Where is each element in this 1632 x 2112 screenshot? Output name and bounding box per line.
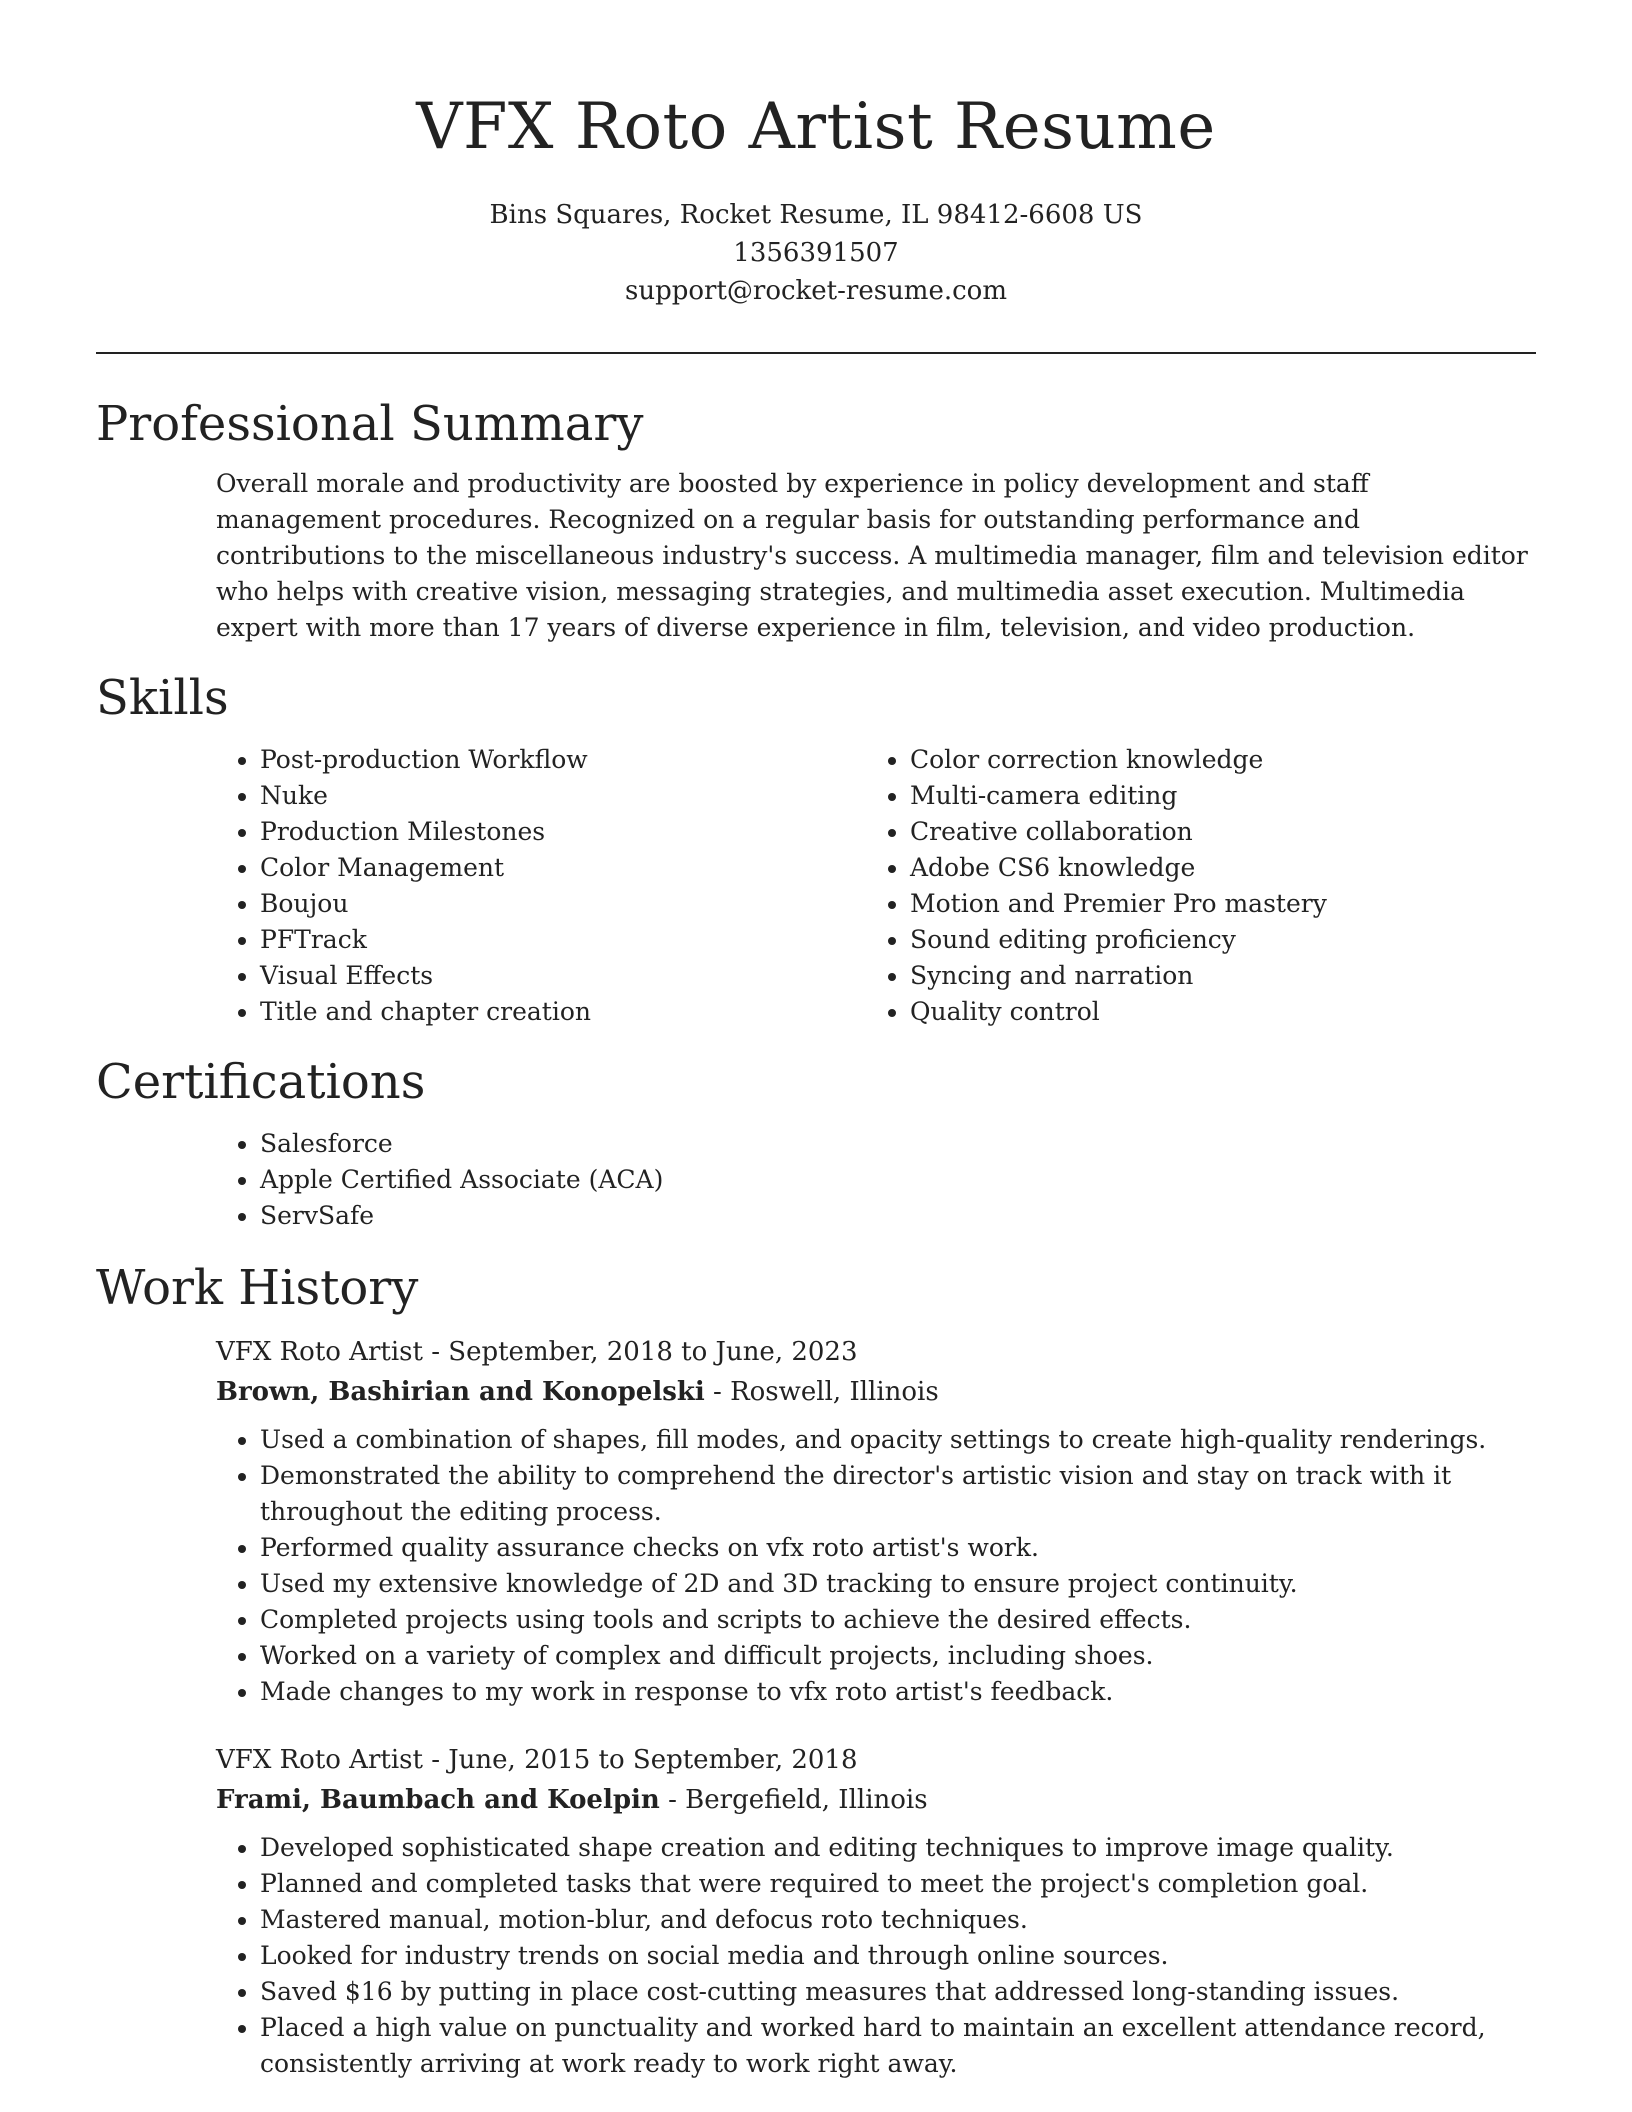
certifications-list-wrap — [216, 1126, 1536, 1234]
list-item: • Demonstrated the ability to comprehend the director's artistic vision and stay on track with it throughout the editing process. — [260, 1458, 1536, 1530]
list-item: • Placed a high value on punctuality and worked hard to maintain an excellent attendance record, consistently arriving at work ready to work right away. — [260, 2010, 1536, 2082]
list-item: • Mastered manual, motion-blur, and defocus roto techniques. — [260, 1902, 1536, 1938]
job-location: - Roswell, Illinois — [704, 1377, 939, 1407]
list-item: • Worked on a variety of complex and difficult projects, including shoes. — [260, 1638, 1536, 1674]
work-section — [96, 1258, 1536, 2082]
job-title: VFX Roto Artist - June, 2015 to September, 2018 — [216, 1745, 858, 1775]
list-item: • Planned and completed tasks that were required to meet the project's completion goal. — [260, 1866, 1536, 1902]
list-item: • Completed projects using tools and scripts to achieve the desired effects. — [260, 1602, 1536, 1638]
list-item: • Creative collaboration — [910, 814, 1516, 850]
list-item: • ServSafe — [260, 1198, 1536, 1234]
summary-text: Overall morale and productivity are boosted by experience in policy development and staff management procedures. Recognized on a regular basis for outstanding performance and contributions to the miscellaneous industry's success. A multimedia manager, film and television editor who helps with creative vision, messaging strategies, and multimedia asset execution. Multimedia expert with more than 17 years of diverse experience in film, television, and video production. — [216, 469, 1528, 642]
contact-block — [96, 196, 1536, 310]
list-item: • Motion and Premier Pro mastery — [910, 886, 1516, 922]
contact-email: support@rocket-resume.com — [624, 276, 1007, 306]
resume-title: VFX Roto Artist Resume — [416, 90, 1216, 164]
list-item: • Color correction knowledge — [910, 742, 1516, 778]
skills-grid — [216, 742, 1536, 1030]
list-item: • PFTrack — [260, 922, 866, 958]
skills-heading: Skills — [96, 670, 229, 726]
list-item: • Color Management — [260, 850, 866, 886]
list-item: • Salesforce — [260, 1126, 1536, 1162]
list-item: • Title and chapter creation — [260, 994, 866, 1030]
job-company: Frami, Baumbach and Koelpin — [216, 1785, 660, 1815]
list-item: • Nuke — [260, 778, 866, 814]
list-item: • Quality control — [910, 994, 1516, 1030]
job-bullet-list — [216, 1422, 1536, 1710]
list-item: • Made changes to my work in response to vfx roto artist's feedback. — [260, 1674, 1536, 1710]
list-item: • Looked for industry trends on social media and through online sources. — [260, 1938, 1536, 1974]
list-item: • Post-production Workflow — [260, 742, 866, 778]
list-item: • Boujou — [260, 886, 866, 922]
job-company-line — [216, 1780, 1536, 1820]
list-item: • Adobe CS6 knowledge — [910, 850, 1516, 886]
list-item: • Multi-camera editing — [910, 778, 1516, 814]
skills-list-right — [866, 742, 1516, 1030]
list-item: • Visual Effects — [260, 958, 866, 994]
list-item: • Sound editing proficiency — [910, 922, 1516, 958]
job-entry — [96, 1332, 1536, 1710]
list-item: • Saved $16 by putting in place cost-cutting measures that addressed long-standing issues. — [260, 1974, 1536, 2010]
job-bullet-list — [216, 1830, 1536, 2082]
certifications-list — [216, 1126, 1536, 1234]
resume-header — [96, 0, 1536, 310]
list-item: • Used a combination of shapes, fill modes, and opacity settings to create high-quality renderings. — [260, 1422, 1536, 1458]
job-company: Brown, Bashirian and Konopelski — [216, 1377, 705, 1407]
list-item: • Performed quality assurance checks on vfx roto artist's work. — [260, 1530, 1536, 1566]
work-heading: Work History — [96, 1260, 419, 1316]
list-item: • Used my extensive knowledge of 2D and 3D tracking to ensure project continuity. — [260, 1566, 1536, 1602]
list-item: • Syncing and narration — [910, 958, 1516, 994]
resume-page — [96, 0, 1536, 2082]
certifications-section — [96, 1052, 1536, 1234]
summary-heading: Professional Summary — [96, 396, 644, 452]
job-bullets — [216, 1422, 1536, 1710]
job-company-line — [216, 1372, 1536, 1412]
list-item: • Developed sophisticated shape creation and editing techniques to improve image quality. — [260, 1830, 1536, 1866]
certifications-heading: Certifications — [96, 1054, 426, 1110]
list-item: • Production Milestones — [260, 814, 866, 850]
job-location: - Bergefield, Illinois — [659, 1785, 928, 1815]
job-bullets — [216, 1830, 1536, 2082]
contact-phone: 1356391507 — [733, 238, 899, 268]
skills-section — [96, 668, 1536, 1030]
job-title: VFX Roto Artist - September, 2018 to June, 2023 — [216, 1337, 858, 1367]
summary-section — [96, 394, 1536, 646]
list-item: • Apple Certified Associate (ACA) — [260, 1162, 1536, 1198]
contact-address: Bins Squares, Rocket Resume, IL 98412-6608 US — [489, 200, 1143, 230]
header-divider — [96, 352, 1536, 354]
skills-list-left — [216, 742, 866, 1030]
job-entry — [96, 1740, 1536, 2082]
